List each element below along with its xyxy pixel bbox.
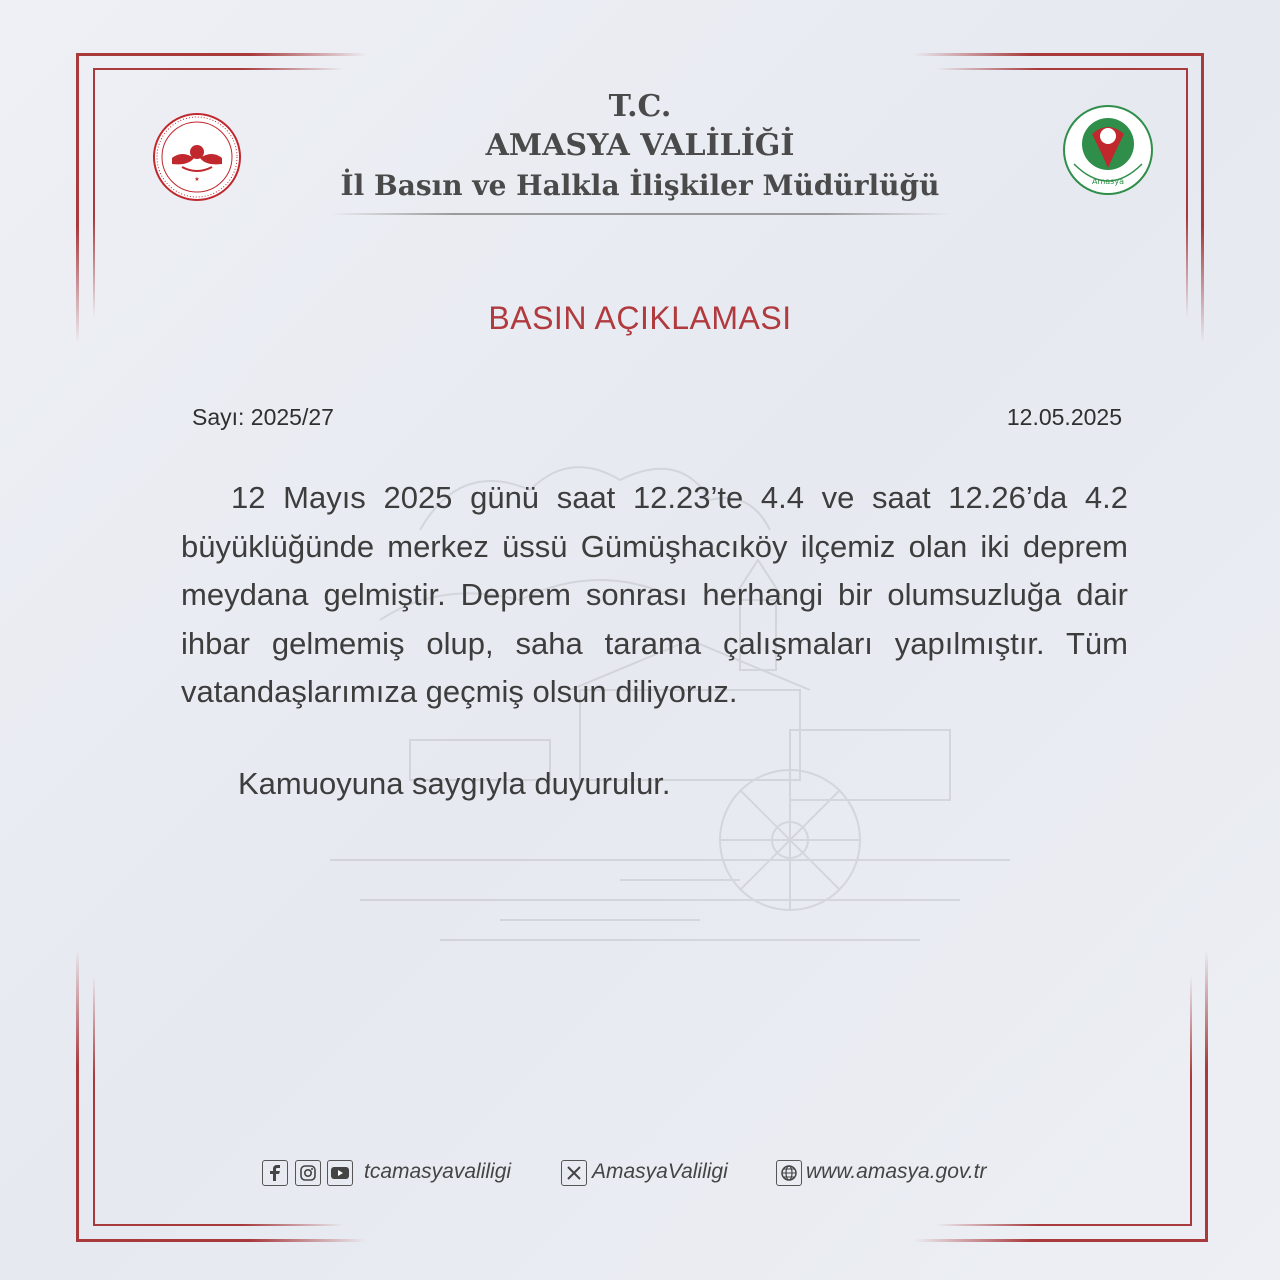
website-link[interactable]: www.amasya.gov.tr xyxy=(806,1160,987,1183)
facebook-icon[interactable] xyxy=(262,1160,288,1186)
institution-header xyxy=(0,88,1280,206)
document-title: BASIN AÇIKLAMASI xyxy=(488,300,792,336)
social-handle-link[interactable]: tcamasyavaliligi xyxy=(364,1160,512,1183)
svg-text:★: ★ xyxy=(194,176,200,183)
document-number: Sayı: 2025/27 xyxy=(192,404,334,430)
header-divider xyxy=(330,213,950,215)
instagram-icon[interactable] xyxy=(295,1160,321,1186)
header-department: İl Basın ve Halkla İlişkiler Müdürlüğü xyxy=(340,169,940,202)
youtube-icon[interactable] xyxy=(327,1160,353,1186)
web-icon[interactable] xyxy=(776,1160,802,1186)
x-handle-link[interactable]: AmasyaValiligi xyxy=(592,1160,728,1183)
document-date: 12.05.2025 xyxy=(1006,404,1122,430)
x-icon[interactable] xyxy=(561,1160,587,1186)
footer-contact-bar xyxy=(0,1158,1280,1192)
header-tc: T.C. xyxy=(608,89,672,124)
header-governorship: AMASYA VALİLİĞİ xyxy=(485,128,795,163)
document-closing: Kamuoyuna saygıyla duyurulur. xyxy=(238,766,671,801)
svg-text:Amasya: Amasya xyxy=(1092,177,1124,186)
document-body: 12 Mayıs 2025 günü saat 12.23’te 4.4 ve saat 12.26’da 4.2 büyüklüğünde merkez üssü Gümüşhacıköy ilçemiz olan iki deprem meydana gelmiştir. Deprem sonrası herhangi bir olumsuzluğa dair ihbar gelmemiş olup, saha tarama çalışmaları yapılmıştır. Tüm vatandaşlarımıza geçmiş olsun diliyoruz. xyxy=(181,480,1128,709)
